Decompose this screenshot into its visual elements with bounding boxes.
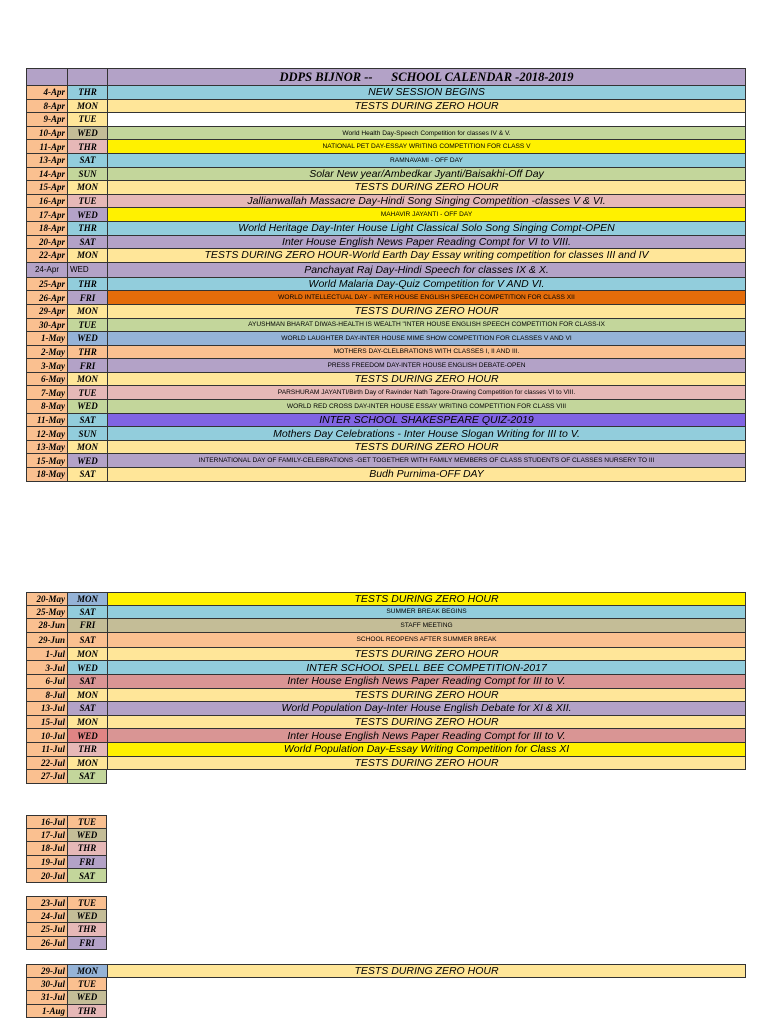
date-cell: 10-Jul bbox=[26, 729, 67, 742]
date-cell: 28-Jun bbox=[26, 619, 67, 632]
day-cell: MON bbox=[67, 648, 107, 661]
event-cell: TESTS DURING ZERO HOUR bbox=[107, 648, 746, 661]
calendar-section-jul-week4 bbox=[26, 896, 107, 950]
date-cell: 18-Apr bbox=[26, 222, 67, 235]
date-cell: 22-Apr bbox=[26, 249, 67, 262]
calendar-row bbox=[26, 991, 746, 1005]
day-cell: SAT bbox=[67, 702, 107, 715]
calendar-row bbox=[26, 195, 746, 209]
date-cell: 6-May bbox=[26, 373, 67, 386]
event-cell: RAMNAVAMI - OFF DAY bbox=[107, 154, 746, 167]
event-cell: World Heritage Day-Inter House Light Classical Solo Song Singing Compt-OPEN bbox=[107, 222, 746, 235]
date-cell: 20-May bbox=[26, 593, 67, 605]
calendar-row bbox=[26, 661, 746, 675]
date-cell: 29-Apr bbox=[26, 305, 67, 318]
calendar-row bbox=[26, 208, 746, 222]
event-cell: Budh Purnima-OFF DAY bbox=[107, 468, 746, 481]
date-cell: 12-May bbox=[26, 427, 67, 440]
calendar-row bbox=[26, 619, 746, 633]
date-cell: 11-May bbox=[26, 414, 67, 427]
calendar-row bbox=[26, 1005, 746, 1019]
event-cell: Solar New year/Ambedkar Jyanti/Baisakhi-Off Day bbox=[107, 168, 746, 181]
day-cell: THR bbox=[67, 346, 107, 359]
day-cell: SAT bbox=[67, 633, 107, 647]
event-cell: TESTS DURING ZERO HOUR bbox=[107, 593, 746, 605]
calendar-row bbox=[26, 606, 746, 620]
day-cell: MON bbox=[67, 716, 107, 729]
date-cell: 17-Apr bbox=[26, 208, 67, 221]
calendar-row bbox=[26, 633, 746, 648]
day-cell: MON bbox=[67, 593, 107, 605]
day-cell: SAT bbox=[67, 770, 107, 784]
date-cell: 8-Jul bbox=[26, 689, 67, 702]
day-cell: THR bbox=[67, 86, 107, 99]
calendar-row bbox=[26, 592, 746, 606]
day-cell: MON bbox=[67, 181, 107, 194]
date-cell: 15-Apr bbox=[26, 181, 67, 194]
day-cell: TUE bbox=[67, 319, 107, 332]
calendar-section-may-jul bbox=[26, 592, 746, 784]
calendar-row bbox=[26, 729, 746, 743]
event-cell: PRESS FREEDOM DAY-INTER HOUSE ENGLISH DEBATE-OPEN bbox=[107, 359, 746, 372]
date-cell: 24-Apr bbox=[26, 263, 67, 277]
calendar-row bbox=[26, 441, 746, 455]
calendar-row bbox=[26, 978, 746, 992]
date-cell: 23-Jul bbox=[26, 897, 67, 909]
event-cell: TESTS DURING ZERO HOUR bbox=[107, 100, 746, 113]
calendar-title: DDPS BIJNOR -- SCHOOL CALENDAR -2018-2019 bbox=[107, 69, 746, 85]
day-cell: THR bbox=[67, 923, 107, 936]
calendar-header-table bbox=[26, 68, 746, 86]
day-cell: THR bbox=[67, 842, 107, 855]
event-cell: Mothers Day Celebrations - Inter House Slogan Writing for III to V. bbox=[107, 427, 746, 440]
day-cell: THR bbox=[67, 1005, 107, 1019]
calendar-row bbox=[26, 236, 746, 250]
calendar-row bbox=[26, 427, 746, 441]
event-cell bbox=[107, 1005, 746, 1019]
calendar-row bbox=[26, 386, 746, 400]
calendar-row bbox=[26, 869, 107, 883]
event-cell: MAHAVIR JAYANTI - OFF DAY bbox=[107, 208, 746, 221]
event-cell: INTERNATIONAL DAY OF FAMILY-CELEBRATIONS -GET TOGETHER WITH FAMILY MEMBERS OF CLASS STUDENTS OF CLASSES NURSERY TO III bbox=[107, 454, 746, 467]
event-cell bbox=[107, 770, 746, 784]
event-cell: Inter House English News Paper Reading Compt for III to V. bbox=[107, 675, 746, 688]
header-day-cell bbox=[67, 69, 107, 85]
calendar-row bbox=[26, 757, 746, 771]
day-cell: MON bbox=[67, 373, 107, 386]
event-cell: TESTS DURING ZERO HOUR-World Earth Day Essay writing competition for classes III and IV bbox=[107, 249, 746, 262]
event-cell: MOTHERS DAY-CLELBRATIONS WITH CLASSES I, II AND III. bbox=[107, 346, 746, 359]
day-cell: TUE bbox=[67, 816, 107, 828]
day-cell: WED bbox=[67, 661, 107, 674]
day-cell: MON bbox=[67, 441, 107, 454]
date-cell: 25-Apr bbox=[26, 278, 67, 291]
date-cell: 25-May bbox=[26, 606, 67, 619]
day-cell: MON bbox=[67, 305, 107, 318]
calendar-row bbox=[26, 359, 746, 373]
calendar-row bbox=[26, 454, 746, 468]
date-cell: 27-Jul bbox=[26, 770, 67, 784]
calendar-row bbox=[26, 346, 746, 360]
event-cell: TESTS DURING ZERO HOUR bbox=[107, 181, 746, 194]
date-cell: 18-Jul bbox=[26, 842, 67, 855]
date-cell: 29-Jun bbox=[26, 633, 67, 647]
date-cell: 11-Jul bbox=[26, 743, 67, 756]
date-cell: 1-Jul bbox=[26, 648, 67, 661]
calendar-row bbox=[26, 923, 107, 937]
day-cell: FRI bbox=[67, 856, 107, 869]
calendar-section-apr-may bbox=[26, 86, 746, 482]
date-cell: 13-Jul bbox=[26, 702, 67, 715]
day-cell: FRI bbox=[67, 291, 107, 304]
date-cell: 30-Apr bbox=[26, 319, 67, 332]
day-cell: MON bbox=[67, 249, 107, 262]
day-cell: FRI bbox=[67, 359, 107, 372]
date-cell: 31-Jul bbox=[26, 991, 67, 1005]
date-cell: 29-Jul bbox=[26, 965, 67, 977]
calendar-row bbox=[26, 770, 746, 784]
date-cell: 10-Apr bbox=[26, 127, 67, 140]
calendar-row bbox=[26, 743, 746, 757]
day-cell: SAT bbox=[67, 468, 107, 481]
calendar-row bbox=[26, 842, 107, 856]
day-cell: WED bbox=[67, 127, 107, 140]
event-cell: SUMMER BREAK BEGINS bbox=[107, 606, 746, 619]
event-cell: INTER SCHOOL SPELL BEE COMPETITION-2017 bbox=[107, 661, 746, 674]
event-cell: World Population Day-Inter House English Debate for XI & XII. bbox=[107, 702, 746, 715]
event-cell: Inter House English News Paper Reading Compt for VI to VIII. bbox=[107, 236, 746, 249]
calendar-row bbox=[26, 181, 746, 195]
calendar-row bbox=[26, 305, 746, 319]
event-cell: Jallianwallah Massacre Day-Hindi Song Singing Competition -classes V & VI. bbox=[107, 195, 746, 208]
day-cell: TUE bbox=[67, 113, 107, 126]
calendar-section-jul-week3 bbox=[26, 815, 107, 883]
calendar-row bbox=[26, 400, 746, 414]
date-cell: 7-May bbox=[26, 386, 67, 399]
day-cell: WED bbox=[67, 910, 107, 923]
calendar-row bbox=[26, 716, 746, 730]
date-cell: 3-Jul bbox=[26, 661, 67, 674]
date-cell: 13-Apr bbox=[26, 154, 67, 167]
date-cell: 20-Jul bbox=[26, 869, 67, 882]
day-cell: SAT bbox=[67, 675, 107, 688]
calendar-row bbox=[26, 278, 746, 292]
calendar-row bbox=[26, 113, 746, 127]
calendar-row bbox=[26, 154, 746, 168]
date-cell: 3-May bbox=[26, 359, 67, 372]
day-cell: MON bbox=[67, 100, 107, 113]
calendar-row bbox=[26, 468, 746, 482]
date-cell: 1-Aug bbox=[26, 1005, 67, 1019]
calendar-row bbox=[26, 332, 746, 346]
date-cell: 19-Jul bbox=[26, 856, 67, 869]
calendar-row bbox=[26, 856, 107, 870]
calendar-row bbox=[26, 896, 107, 910]
calendar-row bbox=[26, 127, 746, 141]
date-cell: 1-May bbox=[26, 332, 67, 345]
day-cell: SUN bbox=[67, 168, 107, 181]
day-cell: SAT bbox=[67, 869, 107, 882]
day-cell: WED bbox=[67, 991, 107, 1005]
calendar-row bbox=[26, 937, 107, 951]
event-cell: SCHOOL REOPENS AFTER SUMMER BREAK bbox=[107, 633, 746, 647]
date-cell: 2-May bbox=[26, 346, 67, 359]
day-cell: TUE bbox=[67, 978, 107, 992]
day-cell: MON bbox=[67, 757, 107, 770]
day-cell: WED bbox=[67, 332, 107, 345]
day-cell: MON bbox=[67, 689, 107, 702]
date-cell: 25-Jul bbox=[26, 923, 67, 936]
day-cell: WED bbox=[67, 263, 107, 277]
date-cell: 9-Apr bbox=[26, 113, 67, 126]
calendar-row bbox=[26, 414, 746, 428]
day-cell: WED bbox=[67, 729, 107, 742]
calendar-row bbox=[26, 910, 107, 924]
event-cell: Inter House English News Paper Reading Compt for III to V. bbox=[107, 729, 746, 742]
calendar-row bbox=[26, 675, 746, 689]
date-cell: 11-Apr bbox=[26, 140, 67, 153]
event-cell: NEW SESSION BEGINS bbox=[107, 86, 746, 99]
calendar-row bbox=[26, 964, 746, 978]
header-date-cell bbox=[26, 69, 67, 85]
calendar-row bbox=[26, 291, 746, 305]
date-cell: 18-May bbox=[26, 468, 67, 481]
day-cell: THR bbox=[67, 222, 107, 235]
calendar-row bbox=[26, 829, 107, 843]
event-cell bbox=[107, 113, 746, 126]
calendar-title-row bbox=[26, 68, 746, 86]
day-cell: TUE bbox=[67, 897, 107, 909]
date-cell: 30-Jul bbox=[26, 978, 67, 992]
day-cell: WED bbox=[67, 454, 107, 467]
event-cell: STAFF MEETING bbox=[107, 619, 746, 632]
calendar-row bbox=[26, 702, 746, 716]
day-cell: WED bbox=[67, 208, 107, 221]
event-cell: AYUSHMAN BHARAT DIWAS-HEALTH IS WEALTH "INTER HOUSE ENGLISH SPEECH COMPETITION FOR CLASS-IX bbox=[107, 319, 746, 332]
calendar-row bbox=[26, 168, 746, 182]
calendar-row bbox=[26, 86, 746, 100]
event-cell: PARSHURAM JAYANTI/Birth Day of Ravinder Nath Tagore-Drawing Competition for classes VI to VIII. bbox=[107, 386, 746, 399]
date-cell: 20-Apr bbox=[26, 236, 67, 249]
day-cell: SAT bbox=[67, 414, 107, 427]
date-cell: 13-May bbox=[26, 441, 67, 454]
date-cell: 17-Jul bbox=[26, 829, 67, 842]
event-cell: World Health Day-Speech Competition for classes IV & V. bbox=[107, 127, 746, 140]
event-cell: World Malaria Day-Quiz Competition for V AND VI. bbox=[107, 278, 746, 291]
day-cell: SAT bbox=[67, 606, 107, 619]
event-cell: WORLD INTELLECTUAL DAY - INTER HOUSE ENGLISH SPEECH COMPETITION FOR CLASS XII bbox=[107, 291, 746, 304]
calendar-row bbox=[26, 249, 746, 263]
event-cell: TESTS DURING ZERO HOUR bbox=[107, 716, 746, 729]
event-cell: WORLD RED CROSS DAY-INTER HOUSE ESSAY WRITING COMPETITION FOR CLASS VIII bbox=[107, 400, 746, 413]
event-cell: TESTS DURING ZERO HOUR bbox=[107, 441, 746, 454]
event-cell: TESTS DURING ZERO HOUR bbox=[107, 689, 746, 702]
calendar-row bbox=[26, 689, 746, 703]
event-cell: NATIONAL PET DAY-ESSAY WRITING COMPETITION FOR CLASS V bbox=[107, 140, 746, 153]
day-cell: FRI bbox=[67, 937, 107, 950]
event-cell bbox=[107, 978, 746, 992]
event-cell bbox=[107, 991, 746, 1005]
calendar-row bbox=[26, 648, 746, 662]
day-cell: TUE bbox=[67, 195, 107, 208]
date-cell: 26-Apr bbox=[26, 291, 67, 304]
date-cell: 8-May bbox=[26, 400, 67, 413]
calendar-row bbox=[26, 373, 746, 387]
calendar-row bbox=[26, 263, 746, 278]
date-cell: 16-Jul bbox=[26, 816, 67, 828]
event-cell: TESTS DURING ZERO HOUR bbox=[107, 305, 746, 318]
day-cell: WED bbox=[67, 400, 107, 413]
date-cell: 4-Apr bbox=[26, 86, 67, 99]
date-cell: 15-Jul bbox=[26, 716, 67, 729]
date-cell: 8-Apr bbox=[26, 100, 67, 113]
day-cell: THR bbox=[67, 140, 107, 153]
date-cell: 24-Jul bbox=[26, 910, 67, 923]
day-cell: TUE bbox=[67, 386, 107, 399]
date-cell: 22-Jul bbox=[26, 757, 67, 770]
date-cell: 26-Jul bbox=[26, 937, 67, 950]
day-cell: WED bbox=[67, 829, 107, 842]
date-cell: 16-Apr bbox=[26, 195, 67, 208]
date-cell: 6-Jul bbox=[26, 675, 67, 688]
event-cell: INTER SCHOOL SHAKESPEARE QUIZ-2019 bbox=[107, 414, 746, 427]
calendar-row bbox=[26, 222, 746, 236]
day-cell: THR bbox=[67, 278, 107, 291]
calendar-row bbox=[26, 319, 746, 333]
day-cell: SAT bbox=[67, 154, 107, 167]
day-cell: SAT bbox=[67, 236, 107, 249]
calendar-section-jul-aug bbox=[26, 964, 746, 1018]
date-cell: 14-Apr bbox=[26, 168, 67, 181]
event-cell: World Population Day-Essay Writing Competition for Class XI bbox=[107, 743, 746, 756]
day-cell: SUN bbox=[67, 427, 107, 440]
event-cell: TESTS DURING ZERO HOUR bbox=[107, 757, 746, 770]
day-cell: FRI bbox=[67, 619, 107, 632]
event-cell: TESTS DURING ZERO HOUR bbox=[107, 373, 746, 386]
event-cell: TESTS DURING ZERO HOUR bbox=[107, 965, 746, 977]
calendar-row bbox=[26, 815, 107, 829]
event-cell: Panchayat Raj Day-Hindi Speech for classes IX & X. bbox=[107, 263, 746, 277]
day-cell: MON bbox=[67, 965, 107, 977]
date-cell: 15-May bbox=[26, 454, 67, 467]
calendar-row bbox=[26, 100, 746, 114]
day-cell: THR bbox=[67, 743, 107, 756]
calendar-row bbox=[26, 140, 746, 154]
event-cell: WORLD LAUGHTER DAY-INTER HOUSE MIME SHOW COMPETITION FOR CLASSES V AND VI bbox=[107, 332, 746, 345]
